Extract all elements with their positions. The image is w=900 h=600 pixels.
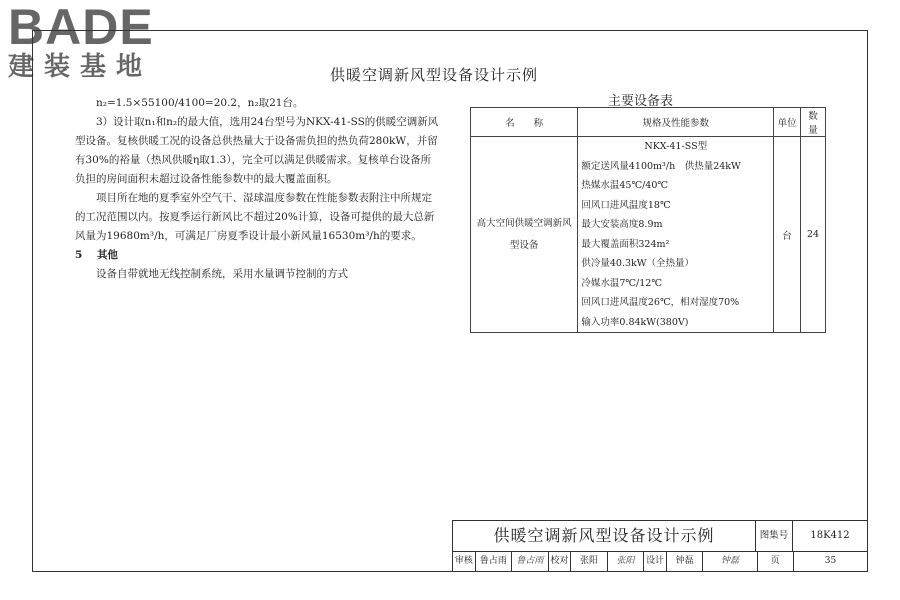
- spec-line: 冷媒水温7℃/12℃: [581, 277, 662, 289]
- page-label: 页: [758, 552, 794, 571]
- equipment-table: [470, 107, 826, 333]
- header-quantity: 数量: [801, 108, 826, 137]
- spec-line: 最大安装高度8.9m: [581, 219, 663, 230]
- title-block-title: 供暖空调新风型设备设计示例: [453, 521, 756, 551]
- page-title: 供暖空调新风型设备设计示例: [330, 66, 539, 84]
- review-label: 审核: [453, 552, 476, 571]
- table-title: 主要设备表: [608, 94, 674, 109]
- header-name: 名 称: [471, 108, 578, 137]
- spec-line: 最大覆盖面积324m²: [581, 238, 670, 250]
- logo-brand: BADE: [8, 0, 154, 55]
- title-block: [452, 520, 867, 571]
- formula-line: n₂=1.5×55100/4100=20.2，n₂取21台。: [96, 97, 304, 109]
- checker-signature: 张阳: [608, 552, 644, 571]
- cell-unit: 台: [774, 137, 801, 333]
- section-number: 5: [75, 249, 83, 261]
- paragraph-4: 项目所在地的夏季室外空气干、湿球温度参数在性能参数表附注中所规定的工况范围以内。按夏季运行新风比不超过20%计算，设备可提供的最大总新风量为19680m³/h，可满足厂房夏季设计最小新风量16530m³/h的要求。: [75, 192, 435, 242]
- check-label: 校对: [549, 552, 572, 571]
- cell-quantity: 24: [801, 137, 826, 333]
- body-text: [75, 94, 440, 284]
- section-title: 其他: [96, 249, 118, 261]
- designer-name: 钟磊: [667, 552, 703, 571]
- checker-name: 张阳: [571, 552, 607, 571]
- spec-line: 回风口进风温度26℃，相对湿度70%: [581, 297, 740, 308]
- header-unit: 单位: [774, 108, 801, 137]
- title-block-row-1: [453, 521, 867, 552]
- spec-line: 回风口进风温度18℃: [581, 199, 671, 211]
- section-5-heading: [75, 246, 440, 265]
- designer-signature: 钟磊: [703, 552, 757, 571]
- reviewer-name: 鲁占雨: [476, 552, 512, 571]
- table-header-row: [471, 108, 826, 137]
- spec-line: 热媒水温45℃/40℃: [581, 180, 669, 191]
- cell-name: 高大空间供暖空调新风型设备: [471, 137, 578, 333]
- spec-line: 供冷量40.3kW（全热量）: [581, 258, 695, 269]
- title-block-row-2: [453, 552, 867, 571]
- spec-line: NKX-41-SS型: [644, 141, 708, 152]
- header-spec: 规格及性能参数: [578, 108, 774, 137]
- paragraph-5: 设备自带就地无线控制系统，采用水量调节控制的方式: [96, 268, 348, 280]
- design-label: 设计: [644, 552, 667, 571]
- page-number: 35: [824, 556, 837, 566]
- cell-specs: [578, 137, 774, 333]
- paragraph-3: 3）设计取n₁和n₂的最大值，选用24台型号为NKX-41-SS的供暖空调新风型设备。复核供暖工况的设备总供热量大于设备需负担的热负荷280kW，并留有30%的裕量（热风供暖η取1.3），完全可以满足供暖需求。复核单台设备所负担的房间面积未超过设备性能参数中的最大覆盖面积。: [75, 116, 439, 185]
- atlas-number: 18K412: [810, 530, 850, 541]
- table-row: [471, 137, 826, 333]
- atlas-label: 图集号: [756, 521, 793, 551]
- logo-subtitle: 建装基地: [8, 52, 153, 82]
- spec-line: 额定送风量4100m³/h 供热量24kW: [581, 160, 741, 172]
- reviewer-signature: 鲁占雨: [512, 552, 548, 571]
- spec-line: 输入功率0.84kW(380V): [581, 316, 689, 328]
